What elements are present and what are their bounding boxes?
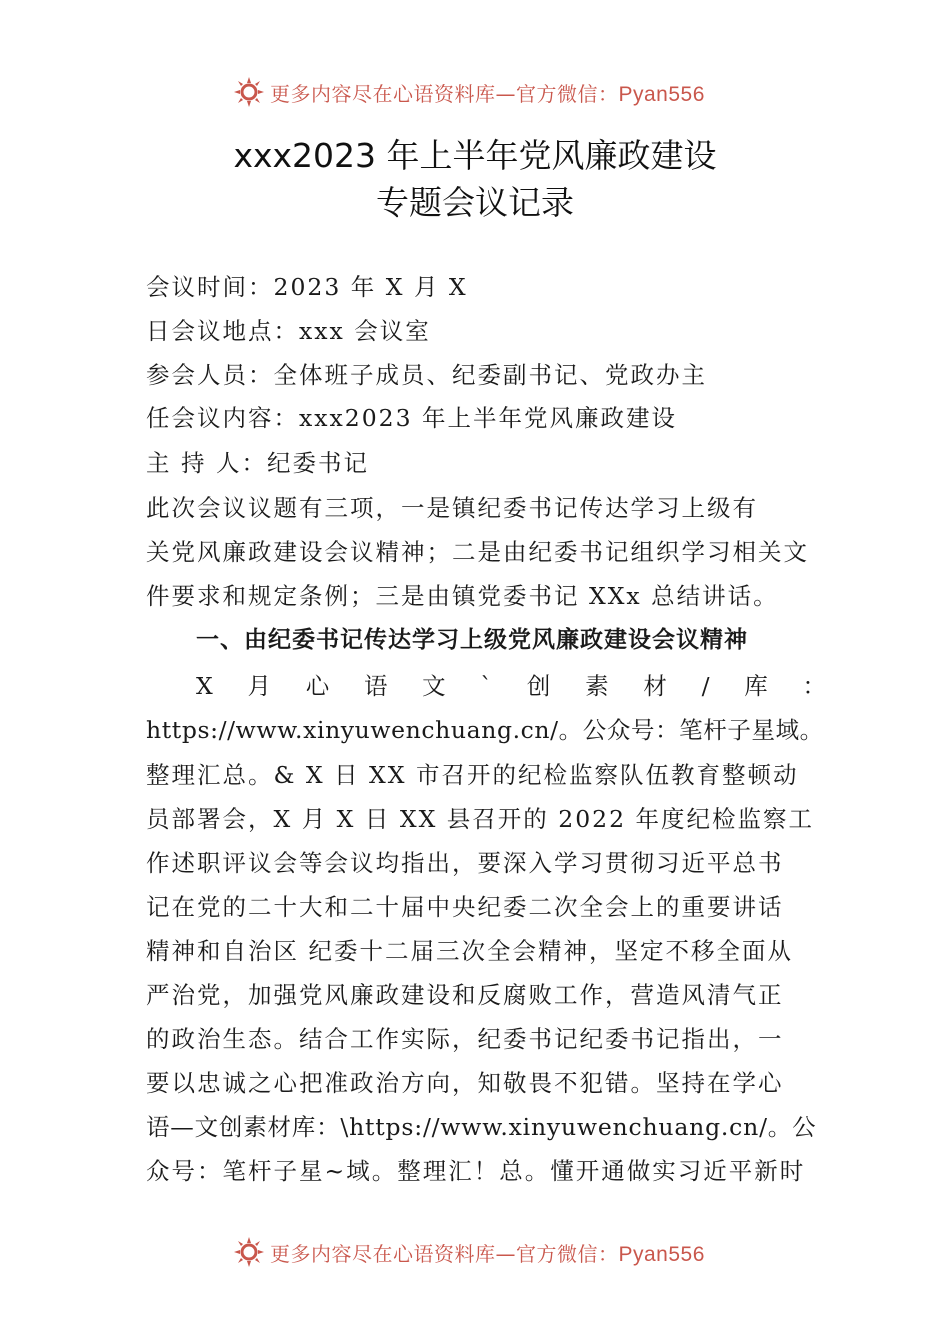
spread-text-line bbox=[196, 671, 826, 701]
spread-char: / bbox=[701, 672, 710, 700]
spread-char: ` bbox=[480, 672, 493, 700]
sun-logo-icon bbox=[232, 1235, 266, 1269]
spread-char: 文 bbox=[422, 672, 446, 700]
paragraph-line: https://www.xinyuwenchuang.cn/。公众号：笔杆子星域。 bbox=[146, 716, 824, 744]
paragraph-line: 的政治生态。结合工作实际，纪委书记纪委书记指出，一 bbox=[146, 1025, 784, 1053]
paragraph-line: 严治党，加强党风廉政建设和反腐败工作，营造风清气正 bbox=[146, 981, 784, 1009]
attendees-line: 参会人员：全体班子成员、纪委副书记、党政办主 bbox=[146, 361, 707, 389]
spread-char: 创 bbox=[526, 672, 551, 700]
paragraph-line: 员部署会，X 月 X 日 XX 县召开的 2022 年度纪检监察工 bbox=[146, 805, 815, 833]
paragraph-line: 件要求和规定条例；三是由镇党委书记 XXx 总结讲话。 bbox=[146, 582, 779, 610]
document-title-line1: xxx2023 年上半年党风廉政建设 bbox=[233, 136, 717, 175]
spread-char: 语 bbox=[363, 672, 388, 700]
wechat-id: Pyan556 bbox=[618, 1242, 705, 1266]
banner-text: 更多内容尽在心语资料库—官方微信：Pyan556 bbox=[270, 81, 705, 106]
spread-char: 心 bbox=[305, 672, 330, 700]
host-line: 主 持 人：纪委书记 bbox=[146, 449, 369, 477]
paragraph-line: 整理汇总。& X 日 XX 市召开的纪检监察队伍教育整顿动 bbox=[146, 761, 799, 789]
spread-char: 月 bbox=[247, 672, 271, 700]
spread-char: ： bbox=[802, 672, 826, 700]
banner-text: 更多内容尽在心语资料库—官方微信：Pyan556 bbox=[270, 1241, 705, 1266]
paragraph-line: 精神和自治区 纪委十二届三次全会精神，坚定不移全面从 bbox=[146, 937, 793, 965]
spread-char: 库 bbox=[744, 672, 768, 700]
paragraph-line: 众号：笔杆子星~域。整理汇！总。懂开通做实习近平新时 bbox=[146, 1157, 806, 1185]
paragraph-line: 关党风廉政建设会议精神；二是由纪委书记组织学习相关文 bbox=[146, 538, 809, 566]
document-title-line2: 专题会议记录 bbox=[376, 183, 574, 222]
paragraph-line: 作述职评议会等会议均指出，要深入学习贯彻习近平总书 bbox=[146, 849, 784, 877]
sun-logo-icon bbox=[232, 75, 266, 109]
paragraph-line: 语—文创素材库：\https://www.xinyuwenchuang.cn/。公 bbox=[146, 1113, 817, 1141]
spread-char: X bbox=[196, 672, 213, 700]
meeting-content-line: 任会议内容：xxx2023 年上半年党风廉政建设 bbox=[146, 404, 678, 432]
meeting-location-line: 日会议地点：xxx 会议室 bbox=[146, 317, 431, 345]
spread-char: 材 bbox=[643, 672, 667, 700]
paragraph-line: 此次会议议题有三项，一是镇纪委书记传达学习上级有 bbox=[146, 494, 758, 522]
section-heading: 一、由纪委书记传达学习上级党风廉政建设会议精神 bbox=[196, 627, 748, 653]
footer-banner bbox=[232, 1232, 705, 1272]
wechat-id: Pyan556 bbox=[618, 82, 705, 106]
spread-char: 素 bbox=[585, 672, 609, 700]
paragraph-line: 记在党的二十大和二十届中央纪委二次全会上的重要讲话 bbox=[146, 893, 784, 921]
header-banner bbox=[232, 72, 705, 112]
meeting-time-line: 会议时间：2023 年 X 月 X bbox=[146, 273, 468, 301]
paragraph-line: 要以忠诚之心把准政治方向，知敬畏不犯错。坚持在学心 bbox=[146, 1069, 784, 1097]
